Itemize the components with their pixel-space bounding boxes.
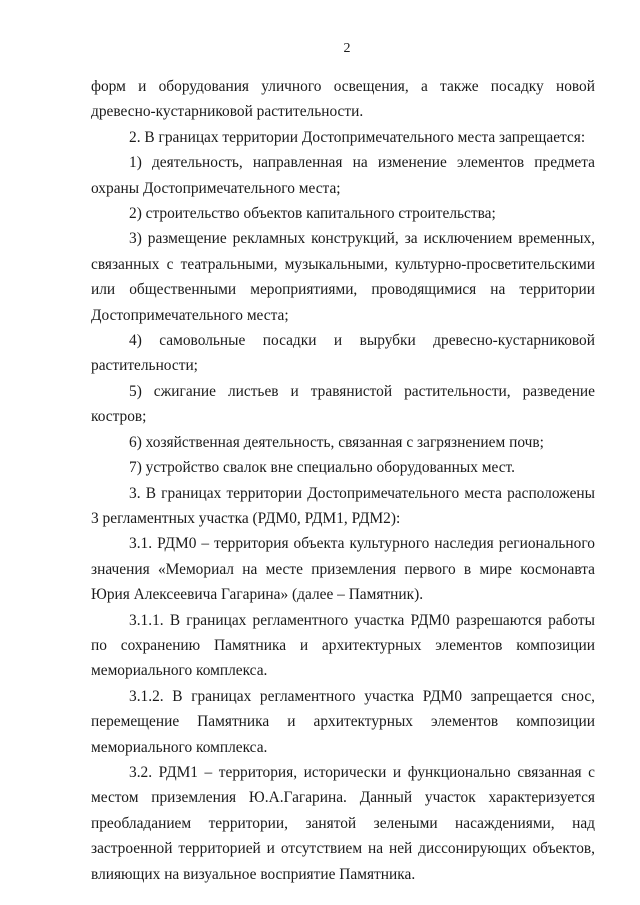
paragraph: 3. В границах территории Достопримечательного места расположены 3 регламентных участка (РДМ0, РДМ1, РДМ2): xyxy=(91,484,595,527)
paragraph: 5) сжигание листьев и травянистой растительности, разведение костров; xyxy=(91,382,595,426)
paragraph: 3) размещение рекламных конструкций, за исключением временных, связанных с театральными, музыкальными, культурно-просветительскими или общественными мероприятиями, проводящимися на территории Достопримечательного места; xyxy=(91,230,595,324)
paragraph: 2. В границах территории Достопримечательного места запрещается: xyxy=(129,128,586,146)
paragraph: 7) устройство свалок вне специально оборудованных мест. xyxy=(129,459,515,477)
paragraph: 3.1. РДМ0 – территория объекта культурного наследия регионального значения «Мемориал на месте приземления первого в мире космонавта Юрия Алексеевича Гагарина» (далее – Памятник). xyxy=(91,535,595,604)
page-number: 2 xyxy=(343,41,351,56)
paragraph: 3.1.1. В границах регламентного участка РДМ0 разрешаются работы по сохранению Памятника и архитектурных элементов композиции мемориального комплекса. xyxy=(91,611,595,680)
document-body xyxy=(91,74,595,887)
paragraph: 3.2. РДМ1 – территория, исторически и функционально связанная с местом приземления Ю.А.Гагарина. Данный участок характеризуется преобладанием территории, занятой зелеными насаждениями, над застроенной территорией и отсутствием на ней диссонирующих объектов, влияющих на визуальное восприятие Памятника. xyxy=(91,763,595,883)
paragraph: 3.1.2. В границах регламентного участка РДМ0 запрещается снос, перемещение Памятника и архитектурных элементов композиции мемориального комплекса. xyxy=(91,687,595,756)
paragraph: 2) строительство объектов капитального строительства; xyxy=(129,205,496,223)
paragraph: 1) деятельность, направленная на изменение элементов предмета охраны Достопримечательного места; xyxy=(91,154,595,197)
paragraph: 4) самовольные посадки и вырубки древесно-кустарниковой растительности; xyxy=(91,332,595,375)
paragraph: 6) хозяйственная деятельность, связанная с загрязнением почв; xyxy=(129,433,544,451)
paragraph: форм и оборудования уличного освещения, а также посадку новой древесно-кустарниковой растительности. xyxy=(91,78,595,121)
